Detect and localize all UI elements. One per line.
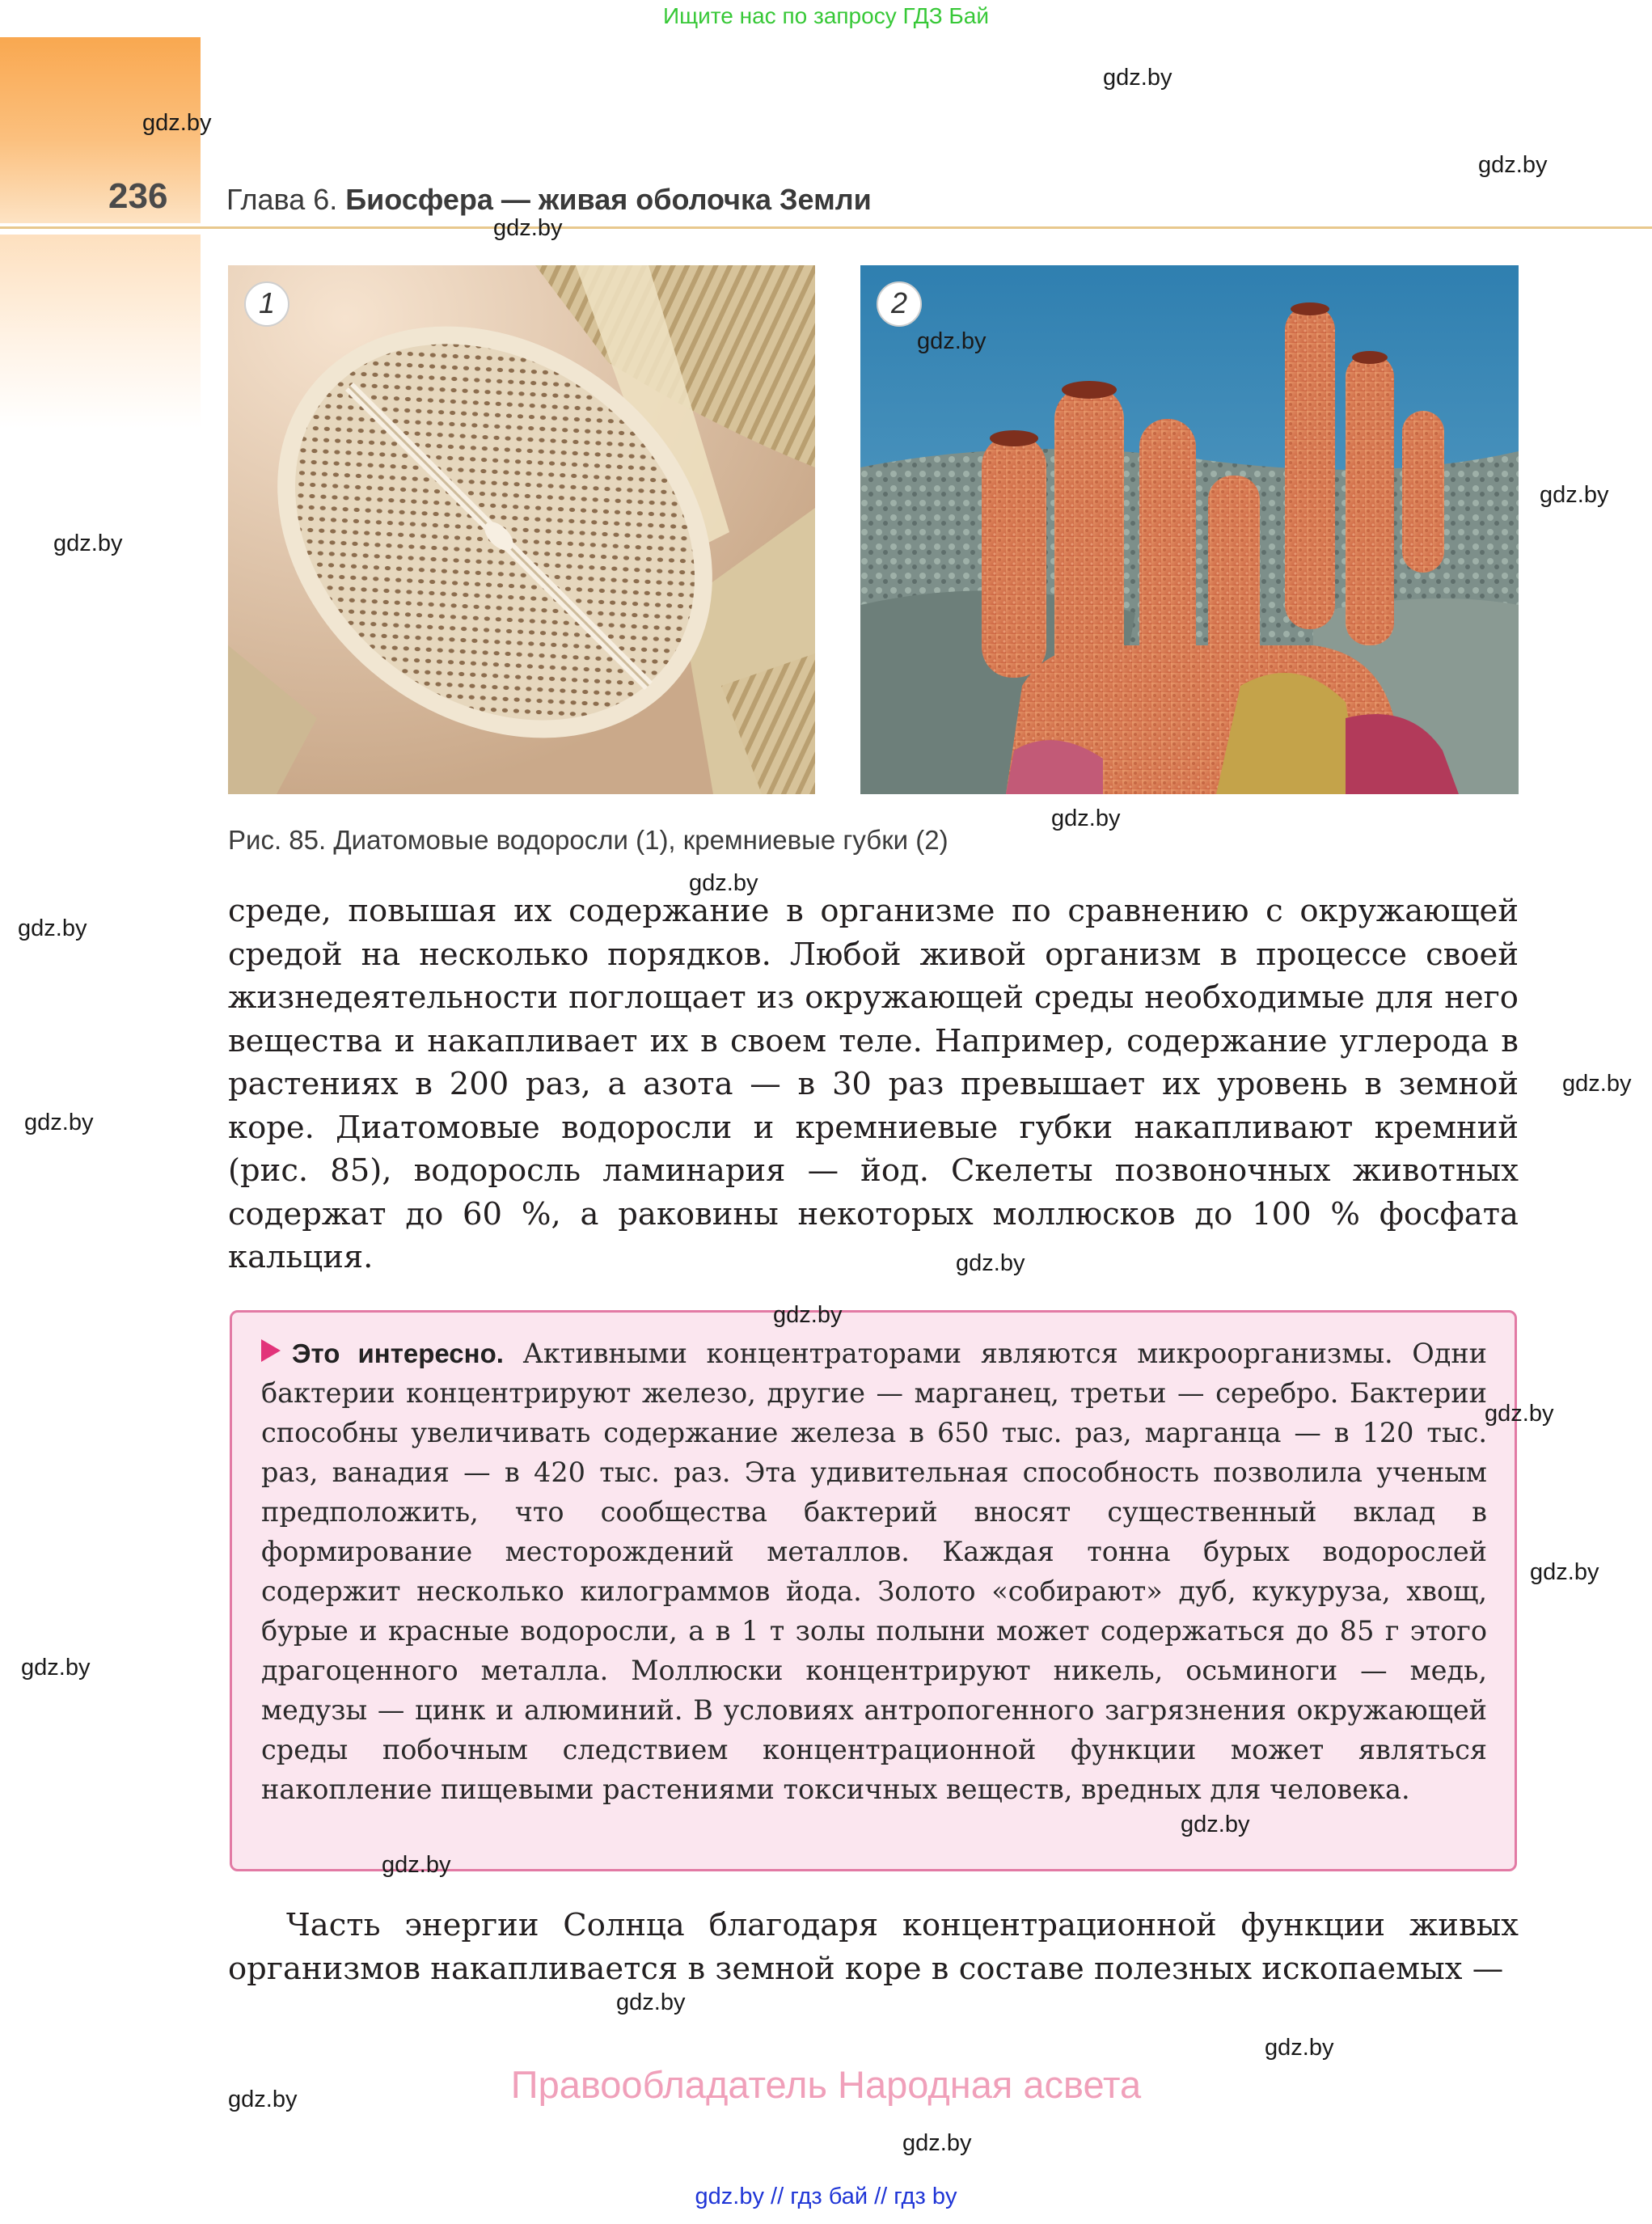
triangle-marker-icon: [261, 1339, 281, 1362]
watermark: gdz.by: [956, 1250, 1025, 1276]
figure-badge-1: 1: [244, 281, 289, 327]
watermark: gdz.by: [1540, 482, 1609, 508]
page-number: 236: [108, 176, 168, 216]
watermark: gdz.by: [689, 870, 758, 896]
watermark: gdz.by: [1478, 152, 1548, 178]
watermark: gdz.by: [773, 1302, 843, 1328]
page-corner-fade: [0, 235, 201, 429]
interesting-fact-text: [261, 1334, 1487, 1809]
chapter-title: Биосфера — живая оболочка Земли: [345, 183, 872, 216]
watermark: gdz.by: [1530, 1559, 1599, 1585]
diatom-photo: [228, 265, 815, 794]
watermark: gdz.by: [616, 1989, 686, 2015]
interesting-fact-body: Активными концентраторами являются микроорганизмы. Одни бактерии концентрируют железо, другие — марганец, третьи — серебро. Бактерии способны увеличивать содержание железа в 650 тыс. раз, марганца — в 120 тыс. раз, ванадия — в 420 тыс. раз. Эта удивительная способность позволила ученым предположить, что сообщества бактерий вносят существенный вклад в формирование месторождений металлов. Каждая тонна бурых водорослей содержит несколько килограммов йода. Золото «собирают» дуб, кукуруза, хвощ, бурые и красные водоросли, а в 1 т золы полыни может содержаться до 85 г этого драгоценного металла. Моллюски концентрируют никель, осьминоги — медь, медузы — цинк и алюминий. В условиях антропогенного загрязнения окружающей среды побочным следствием концентрационной функции может являться накопление пищевыми растениями токсичных веществ, вредных для человека.: [261, 1338, 1488, 1805]
watermark: gdz.by: [53, 531, 123, 556]
body-paragraph: среде, повышая их содержание в организме по сравнению с окружающей средой на несколько порядков. Любой живой организм в процессе своей жизнедеятельности поглощает из окружающей среды необходимые для него вещества и накапливает их в своем теле. Например, содержание углерода в растениях в 200 раз, а азота — в 30 раз превышает их уровень в земной коре. Диатомовые водоросли и кремниевые губки накапливают кремний (рис. 85), водоросль ламинария — йод. Скелеты позвоночных животных содержат до 60 %, а раковины некоторых моллюсков до 100 % фосфата кальция.: [228, 893, 1519, 1275]
watermark: gdz.by: [1485, 1401, 1554, 1427]
watermark: gdz.by: [228, 2087, 298, 2112]
chapter-heading: [226, 183, 872, 217]
watermark: gdz.by: [21, 1655, 91, 1681]
interesting-fact-box: [230, 1310, 1517, 1871]
chapter-prefix: Глава 6.: [226, 183, 338, 216]
footer-links[interactable]: gdz.by // гдз бай // гдз by: [695, 2184, 957, 2209]
watermark: gdz.by: [1103, 65, 1172, 91]
watermark: gdz.by: [902, 2130, 972, 2156]
diatom-image: [228, 265, 815, 794]
watermark: gdz.by: [917, 328, 987, 354]
copyright-notice: Правообладатель Народная асвета: [510, 2063, 1142, 2106]
watermark: gdz.by: [24, 1110, 94, 1135]
figure-badge-2: 2: [877, 281, 922, 327]
watermark: gdz.by: [1562, 1071, 1632, 1097]
watermark: gdz.by: [1181, 1812, 1250, 1837]
interesting-fact-heading: Это интересно.: [292, 1338, 504, 1368]
watermark: gdz.by: [18, 915, 87, 941]
header-divider: [0, 226, 1652, 229]
search-banner: Ищите нас по запросу ГДЗ Бай: [662, 3, 990, 28]
watermark: gdz.by: [1265, 2035, 1334, 2061]
closing-paragraph: Часть энергии Солнца благодаря концентрационной функции живых организмов накапливается в земной коре в составе полезных ископаемых —: [228, 1907, 1519, 1987]
watermark: gdz.by: [382, 1852, 451, 1878]
watermark: gdz.by: [142, 110, 212, 136]
watermark: gdz.by: [1051, 805, 1121, 831]
watermark: gdz.by: [493, 215, 563, 241]
figure-caption: Рис. 85. Диатомовые водоросли (1), кремниевые губки (2): [228, 825, 949, 855]
